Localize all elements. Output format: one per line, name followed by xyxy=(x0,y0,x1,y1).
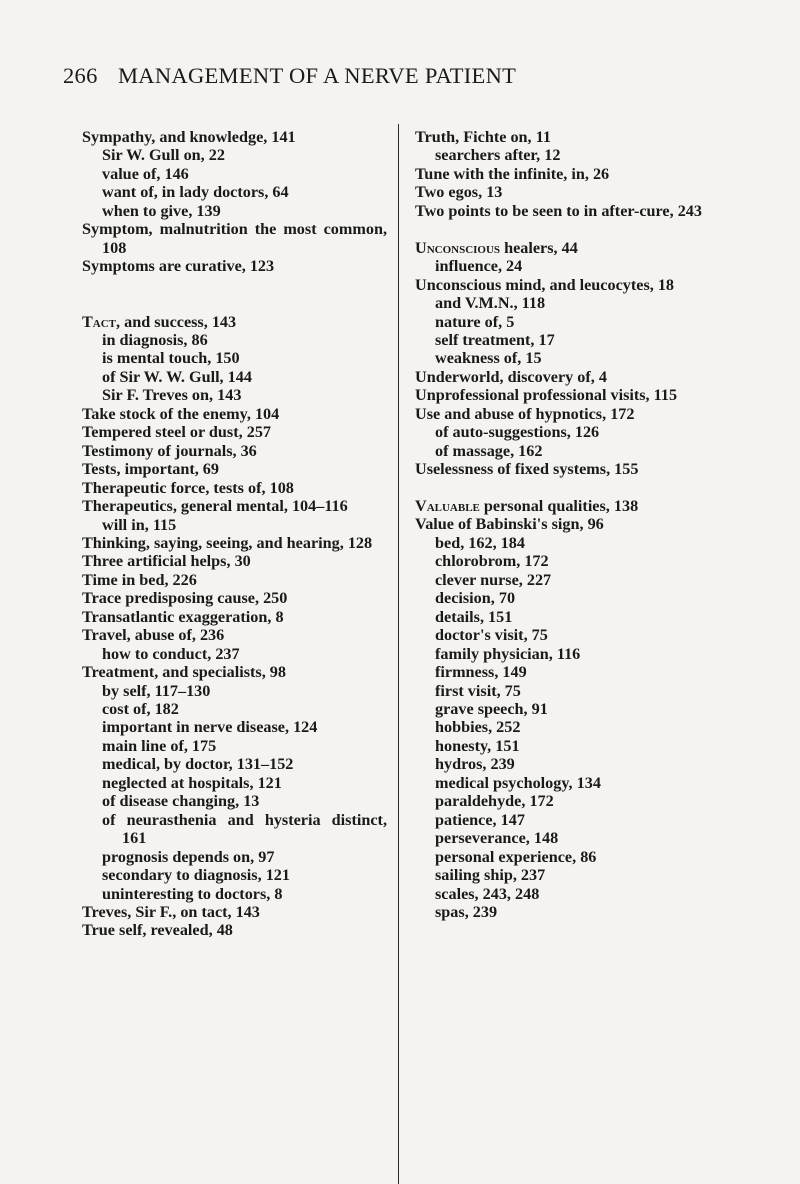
index-entry: Treves, Sir F., on tact, 143 xyxy=(82,903,260,922)
index-subentry: by self, 117–130 xyxy=(102,681,211,700)
index-subentry: medical, by doctor, 131–152 xyxy=(102,755,294,774)
index-subentry: grave speech, 91 xyxy=(435,700,548,719)
index-subentry: sailing ship, 237 xyxy=(435,866,546,885)
index-entry: Symptoms are curative, 123 xyxy=(82,257,275,276)
index-subentry: secondary to diagnosis, 121 xyxy=(102,866,290,885)
column-divider xyxy=(398,124,399,1184)
index-entry: Truth, Fichte on, 11 xyxy=(415,128,551,146)
index-subentry: paraldehyde, 172 xyxy=(435,792,554,811)
index-subentry: is mental touch, 150 xyxy=(102,349,240,368)
index-entry: Testimony of journals, 36 xyxy=(82,441,257,460)
index-entry: Tests, important, 69 xyxy=(82,460,219,479)
index-subentry: of disease changing, 13 xyxy=(102,792,260,811)
index-subentry: weakness of, 15 xyxy=(435,349,542,368)
index-subentry: firmness, 149 xyxy=(435,663,527,682)
index-subentry: how to conduct, 237 xyxy=(102,644,240,663)
index-entry: Time in bed, 226 xyxy=(82,570,197,589)
index-subentry: scales, 243, 248 xyxy=(435,884,540,903)
index-subentry: chlorobrom, 172 xyxy=(435,552,549,571)
index-entry: Symptom, malnutrition the most common, 108 xyxy=(82,220,387,257)
index-entry: True self, revealed, 48 xyxy=(82,921,233,940)
running-title: MANAGEMENT OF A NERVE PATIENT xyxy=(118,63,517,88)
index-entry: Underworld, discovery of, 4 xyxy=(415,367,607,386)
index-subentry: searchers after, 12 xyxy=(435,146,561,165)
index-subentry: of auto-suggestions, 126 xyxy=(435,423,600,442)
section-gap xyxy=(82,276,387,313)
index-column-right xyxy=(415,128,723,921)
index-entry: Valuable personal qualities, 138 xyxy=(415,497,639,516)
index-entry: Sympathy, and knowledge, 141 xyxy=(82,128,296,146)
index-subentry: in diagnosis, 86 xyxy=(102,330,208,349)
index-subentry: neglected at hospitals, 121 xyxy=(102,773,282,792)
index-subentry: will in, 115 xyxy=(102,515,177,534)
page-number: 266 xyxy=(63,63,98,88)
index-subentry: and V.M.N., 118 xyxy=(435,294,546,313)
index-entry: Transatlantic exaggeration, 8 xyxy=(82,607,284,626)
index-subentry: of Sir W. W. Gull, 144 xyxy=(102,367,252,386)
index-entry: Trace predisposing cause, 250 xyxy=(82,589,288,608)
index-subentry: first visit, 75 xyxy=(435,681,521,700)
index-subentry: important in nerve disease, 124 xyxy=(102,718,318,737)
index-subentry: family physician, 116 xyxy=(435,644,581,663)
index-entry: Therapeutic force, tests of, 108 xyxy=(82,478,294,497)
index-entry: Unconscious healers, 44 xyxy=(415,238,578,257)
index-subentry: of neurasthenia and hysteria distinct, 161 xyxy=(102,810,387,848)
index-entry: Use and abuse of hypnotics, 172 xyxy=(415,404,635,423)
index-subentry: value of, 146 xyxy=(102,164,189,183)
index-subentry: nature of, 5 xyxy=(435,312,515,331)
index-subentry: clever nurse, 227 xyxy=(435,570,552,589)
index-entry: Uselessness of fixed systems, 155 xyxy=(415,460,639,479)
index-entry: Two egos, 13 xyxy=(415,183,503,202)
index-entry: Tact, and success, 143 xyxy=(82,312,237,331)
index-subentry: patience, 147 xyxy=(435,810,525,829)
index-column-left xyxy=(82,128,387,940)
index-entry: Therapeutics, general mental, 104–116 xyxy=(82,497,348,516)
index-entry: Tempered steel or dust, 257 xyxy=(82,423,272,442)
index-entry: Thinking, saying, seeing, and hearing, 128 xyxy=(82,533,373,552)
index-subentry: cost of, 182 xyxy=(102,700,179,719)
index-subentry: hobbies, 252 xyxy=(435,718,521,737)
index-entry: Value of Babinski's sign, 96 xyxy=(415,515,604,534)
index-subentry: decision, 70 xyxy=(435,589,516,608)
index-subentry: when to give, 139 xyxy=(102,201,221,220)
index-subentry: hydros, 239 xyxy=(435,755,515,774)
index-subentry: influence, 24 xyxy=(435,257,523,276)
index-entry: Tune with the infinite, in, 26 xyxy=(415,164,610,183)
index-subentry: perseverance, 148 xyxy=(435,829,559,848)
index-subentry: prognosis depends on, 97 xyxy=(102,847,275,866)
index-subentry: medical psychology, 134 xyxy=(435,773,601,792)
index-subentry: uninteresting to doctors, 8 xyxy=(102,884,283,903)
index-entry: Take stock of the enemy, 104 xyxy=(82,404,280,423)
section-gap xyxy=(415,479,723,497)
index-subentry: spas, 239 xyxy=(435,903,498,921)
index-subentry: of massage, 162 xyxy=(435,441,543,460)
index-entry: Three artificial helps, 30 xyxy=(82,552,251,571)
index-subentry: main line of, 175 xyxy=(102,736,217,755)
index-subentry: bed, 162, 184 xyxy=(435,533,525,552)
index-subentry: details, 151 xyxy=(435,607,513,626)
index-entry: Unconscious mind, and leucocytes, 18 xyxy=(415,275,675,294)
index-subentry: Sir F. Treves on, 143 xyxy=(102,386,242,405)
index-subentry: self treatment, 17 xyxy=(435,330,555,349)
index-entry: Treatment, and specialists, 98 xyxy=(82,663,286,682)
index-subentry: want of, in lady doctors, 64 xyxy=(102,183,289,202)
index-entry: Travel, abuse of, 236 xyxy=(82,626,225,645)
index-entry: Two points to be seen to in after-cure, 243 xyxy=(415,201,702,220)
section-gap xyxy=(415,220,723,238)
index-subentry: Sir W. Gull on, 22 xyxy=(102,146,225,165)
index-subentry: honesty, 151 xyxy=(435,736,520,755)
index-subentry: personal experience, 86 xyxy=(435,847,597,866)
index-entry: Unprofessional professional visits, 115 xyxy=(415,386,678,405)
index-subentry: doctor's visit, 75 xyxy=(435,626,548,645)
